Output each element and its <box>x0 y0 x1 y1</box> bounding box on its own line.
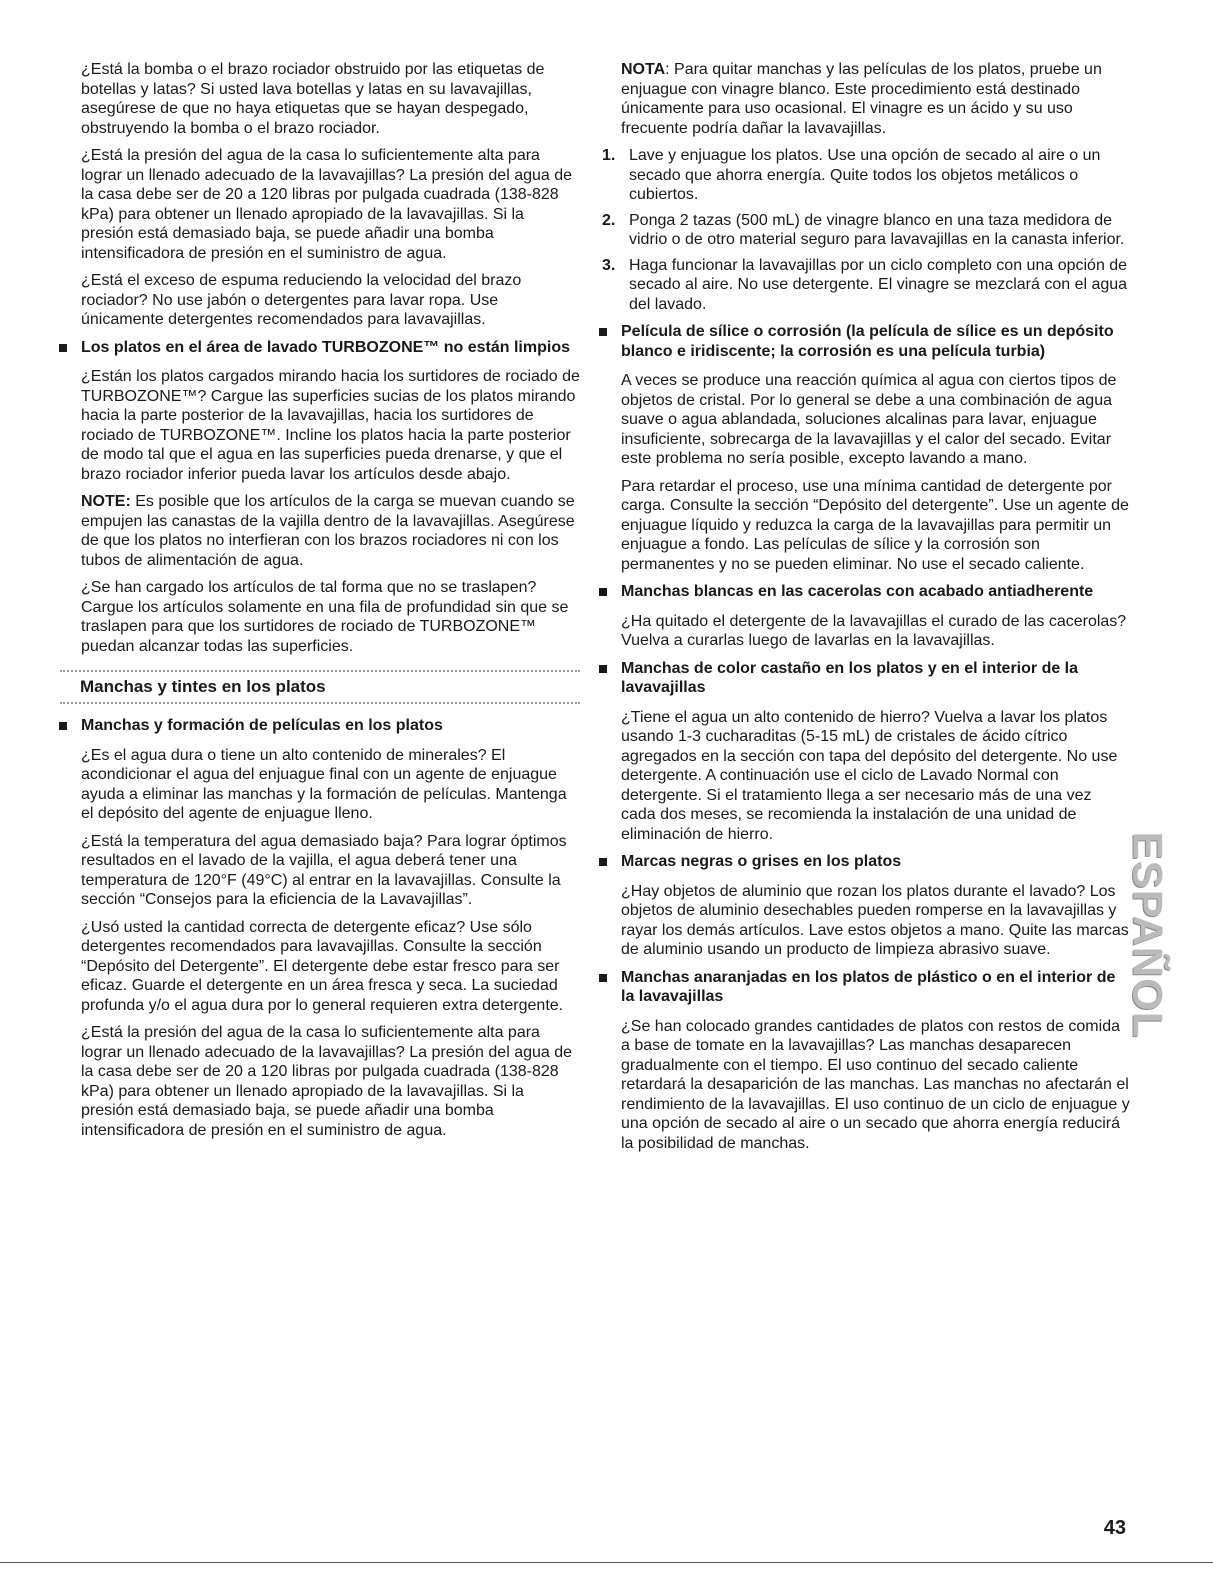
nota-paragraph <box>621 60 1130 138</box>
language-tab-label: ESPAÑOL <box>1124 831 1172 1039</box>
bullet-square-icon <box>599 328 607 336</box>
heading-text: Película de sílice o corrosión (la película de sílice es un depósito blanco e iridiscente; la corrosión es una película turbia) <box>621 323 1114 360</box>
films-heading <box>60 716 580 736</box>
turbozone-heading <box>60 338 580 358</box>
bullet-square-icon <box>599 974 607 982</box>
paragraph: ¿Ha quitado el detergente de la lavavajillas el curado de las cacerolas? Vuelva a curarlas luego de lavarlas en la lavavajillas. <box>621 612 1127 649</box>
paragraph: ¿Están los platos cargados mirando hacia los surtidores de rociado de TURBOZONE™? Cargue las superficies sucias de los platos mirando hacia la parte posterior de la lavavajillas, hacia los surtidores de rociado de TURBOZONE™. Incline los platos hacia la parte posterior de modo tal que el agua en las superficies pueda drenarse, y que el brazo rociador inferior pueda lavar los artículos desde abajo. <box>81 368 580 483</box>
paragraph: A veces se produce una reacción química al agua con ciertos tipos de objetos de cristal. Por lo general se debe a una combinación de agua suave o agua ablandada, soluciones alcalinas para lavar, enjuague insuficiente, sobrecarga de la lavavajillas y el calor del secado. Evitar este problema no sería posible, excepto lavando a mano. <box>621 372 1117 467</box>
paragraph: ¿Es el agua dura o tiene un alto contenido de minerales? El acondicionar el agua del enjuague final con un agente de enjuague ayuda a eliminar las manchas y la formación de películas. Mantenga el depósito del agente de enjuague lleno. <box>81 746 567 822</box>
page-number: 43 <box>1103 1517 1126 1539</box>
bullet-square-icon <box>599 588 607 596</box>
heading-text: Los platos en el área de lavado TURBOZONE™ no están limpios <box>81 338 570 356</box>
paragraph: ¿Tiene el agua un alto contenido de hierro? Vuelva a lavar los platos usando 1-3 cucharaditas (5-15 mL) de cristales de ácido cítrico agregados en la sección con tapa del depósito del detergente. No use detergente. A continuación use el ciclo de Lavado Normal con detergente. Si el tratamiento llega a ser necesario más de una vez cada dos meses, se recomienda la instalación de una unidad de eliminación de hierro. <box>621 708 1118 843</box>
nota-label: NOTA <box>621 61 666 78</box>
step-text: Lave y enjuague los platos. Use una opción de secado al aire o un secado que ahorra energía. Quite todos los objetos metálicos o cubiertos. <box>629 147 1101 203</box>
paragraph: Para retardar el proceso, use una mínima cantidad de detergente por carga. Consulte la sección “Depósito del detergente”. Use un agente de enjuague líquido y reduzca la carga de la lavavajillas para permitir un enjuague a fondo. Las películas de sílice y la corrosión son permanentes y no se pueden eliminar. No use el secado caliente. <box>621 477 1129 573</box>
paragraph: ¿Usó usted la cantidad correcta de detergente eficaz? Use sólo detergentes recomendados para lavavajillas. Consulte la sección “Depósito del Detergente”. El detergente debe estar fresco para ser eficaz. Guarde el detergente en un área fresca y seca. La suciedad profunda y/o el agua dura por lo general requieren extra detergente. <box>81 918 564 1014</box>
white-spots-heading <box>600 582 1130 602</box>
nota-text: : Para quitar manchas y las películas de los platos, pruebe un enjuague con vinagre blanco. Este procedimiento está destinado únicamente para uso ocasional. El vinagre es un ácido y su uso frecuente podría dañar la lavavajillas. <box>621 61 1102 137</box>
step-text: Haga funcionar la lavavajillas por un ciclo completo con una opción de secado al aire. No use detergente. El vinagre se mezclará con el agua del lavado. <box>629 256 1128 313</box>
list-item <box>600 146 1130 205</box>
bottom-divider <box>0 1562 1213 1563</box>
note-label: NOTE: <box>81 493 131 510</box>
heading-text: Marcas negras o grises en los platos <box>621 853 902 870</box>
heading-text: Manchas de color castaño en los platos y en el interior de la lavavajillas <box>621 659 1079 696</box>
note-paragraph <box>81 492 580 570</box>
step-text: Ponga 2 tazas (500 mL) de vinagre blanco en una taza medidora de vidrio o de otro material seguro para lavavajillas en la canasta inferior. <box>629 211 1125 248</box>
bullet-square-icon <box>59 344 67 352</box>
heading-text: Manchas anaranjadas en los platos de plástico o en el interior de la lavavajillas <box>621 968 1116 1005</box>
paragraph: ¿Está la presión del agua de la casa lo suficientemente alta para lograr un llenado adecuado de la lavavajillas? La presión del agua de la casa debe ser de 20 a 120 libras por pulgada cuadrada (138-828 kPa) para obtener un llenado apropiado de la lavavajillas. Si la presión está demasiado baja, se puede añadir una bomba intensificadora de presión en el suministro de agua. <box>81 147 573 262</box>
list-item <box>600 211 1130 250</box>
bullet-square-icon <box>59 722 67 730</box>
paragraph: ¿Está la temperatura del agua demasiado baja? Para lograr óptimos resultados en el lavado de la vajilla, el agua deberá tener una temperatura de 120°F (49°C) al entrar en la lavavajillas. Consulte la sección “Consejos para la eficiencia de la Lavavajillas”. <box>81 832 567 908</box>
bullet-square-icon <box>599 665 607 673</box>
language-tab <box>1124 815 1172 1055</box>
section-title: Manchas y tintes en los platos <box>60 670 580 704</box>
paragraph: ¿Está la presión del agua de la casa lo suficientemente alta para lograr un llenado adecuado de la lavavajillas? La presión del agua de la casa debe ser de 20 a 120 libras por pulgada cuadrada (138-828 kPa) para obtener un llenado apropiado de la lavavajillas. Si la presión está demasiado baja, se puede añadir una bomba intensificadora de presión en el suministro de agua. <box>81 1024 573 1139</box>
heading-text: Manchas blancas en las cacerolas con acabado antiadherente <box>621 583 1094 600</box>
orange-stains-heading <box>600 968 1130 1007</box>
bullet-square-icon <box>599 858 607 866</box>
brown-stains-heading <box>600 659 1130 698</box>
left-column <box>60 60 580 1148</box>
vinegar-steps-list <box>600 146 1130 314</box>
heading-text: Manchas y formación de películas en los platos <box>81 717 443 734</box>
right-column <box>600 60 1130 1161</box>
list-item <box>600 256 1130 315</box>
black-marks-heading <box>600 852 1130 872</box>
silica-heading <box>600 322 1130 361</box>
note-text: Es posible que los artículos de la carga se muevan cuando se empujen las canastas de la vajilla dentro de la lavavajillas. Asegúrese de que los platos no interfieran con los brazos rociadores ni con los tubos de alimentación de agua. <box>81 493 575 569</box>
paragraph: ¿Está el exceso de espuma reduciendo la velocidad del brazo rociador? No use jabón o detergentes para lavar ropa. Use únicamente detergentes recomendados para lavavajillas. <box>81 272 522 328</box>
step-number: 2. <box>602 211 616 229</box>
paragraph: ¿Está la bomba o el brazo rociador obstruido por las etiquetas de botellas y latas? Si usted lava botellas y latas en su lavavajillas, asegúrese de que no haya etiquetas que se hayan despegado, obstruyendo la bomba o el brazo rociador. <box>81 61 545 137</box>
step-number: 3. <box>602 256 616 274</box>
paragraph: ¿Se han cargado los artículos de tal forma que no se traslapen? Cargue los artículos solamente en una fila de profundidad sin que se traslapen para que los surtidores de rociado de TURBOZONE™ puedan alcanzar todas las superficies. <box>81 579 569 655</box>
paragraph: ¿Hay objetos de aluminio que rozan los platos durante el lavado? Los objetos de aluminio desechables pueden romperse en la lavavajillas y rayar los demás artículos. Lave estos objetos a mano. Quite las marcas de aluminio usando un producto de limpieza abrasivo suave. <box>621 882 1129 958</box>
step-number: 1. <box>602 147 616 164</box>
paragraph: ¿Se han colocado grandes cantidades de platos con restos de comida a base de tomate en la lavavajillas? Las manchas desaparecen gradualmente con el tiempo. El uso continuo del secado caliente retardará la desaparición de las manchas. Las manchas no afectarán el rendimiento de la lavavajillas. El uso continuo de un ciclo de enjuague y una opción de secado al aire o un secado que ahorra energía reducirá la posibilidad de manchas. <box>621 1017 1130 1152</box>
